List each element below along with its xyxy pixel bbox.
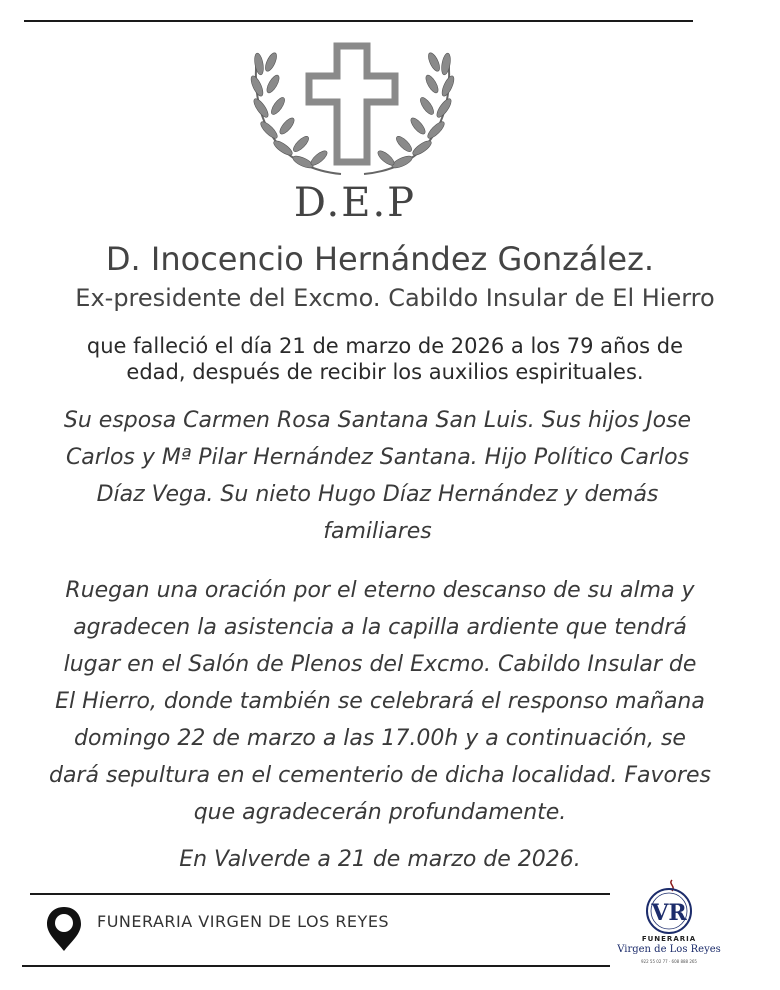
- footer-divider-top: [30, 893, 610, 895]
- family-line: familiares: [323, 519, 432, 544]
- death-line: que falleció el día 21 de marzo de 2026 a los 79 años de: [86, 334, 684, 358]
- prayer-paragraph: [35, 572, 725, 831]
- deceased-position: Ex-presidente del Excmo. Cabildo Insular de El Hierro: [75, 284, 715, 312]
- prayer-line: lugar en el Salón de Plenos del Excmo. Cabildo Insular de: [63, 652, 697, 677]
- family-paragraph: [45, 402, 710, 550]
- top-divider: [24, 20, 693, 22]
- funeral-home-logo: [612, 878, 726, 970]
- prayer-line: domingo 22 de marzo a las 17.00h y a continuación, se: [74, 726, 686, 751]
- map-pin-icon: [44, 904, 84, 954]
- prayer-line: dará sepultura en el cementerio de dicha localidad. Favores: [48, 763, 711, 788]
- family-line: Su esposa Carmen Rosa Santana San Luis. Sus hijos Jose: [63, 408, 692, 433]
- prayer-line: que agradecerán profundamente.: [193, 800, 567, 825]
- death-line: edad, después de recibir los auxilios espirituales.: [126, 360, 644, 384]
- footer-divider-bottom: [22, 965, 610, 967]
- dep-heading: D.E.P: [293, 180, 417, 226]
- family-line: Díaz Vega. Su nieto Hugo Díaz Hernández y demás: [96, 482, 659, 507]
- logo-monogram: VR: [651, 900, 687, 926]
- vr-monogram-icon: [642, 878, 696, 936]
- logo-subtitle: Virgen de Los Reyes: [617, 944, 721, 955]
- prayer-line: Ruegan una oración por el eterno descanso de su alma y: [65, 578, 695, 603]
- laurel-left-icon: [249, 51, 341, 174]
- deceased-name: D. Inocencio Hernández González.: [105, 240, 655, 278]
- laurel-right-icon: [364, 51, 456, 174]
- death-notice: [40, 333, 730, 385]
- family-line: Carlos y Mª Pilar Hernández Santana. Hijo Político Carlos: [65, 445, 690, 470]
- funeral-home-name: FUNERARIA VIRGEN DE LOS REYES: [97, 912, 390, 931]
- cross-icon: [309, 46, 395, 162]
- cross-laurel-emblem: [245, 34, 460, 184]
- place-date-line: En Valverde a 21 de marzo de 2026.: [179, 847, 581, 872]
- prayer-line: El Hierro, donde también se celebrará el responso mañana: [55, 689, 705, 714]
- logo-phones: 922 55 02 77 · 608 888 265: [641, 959, 697, 964]
- prayer-line: agradecen la asistencia a la capilla ardiente que tendrá: [73, 615, 687, 640]
- logo-title: FUNERARIA: [641, 935, 697, 943]
